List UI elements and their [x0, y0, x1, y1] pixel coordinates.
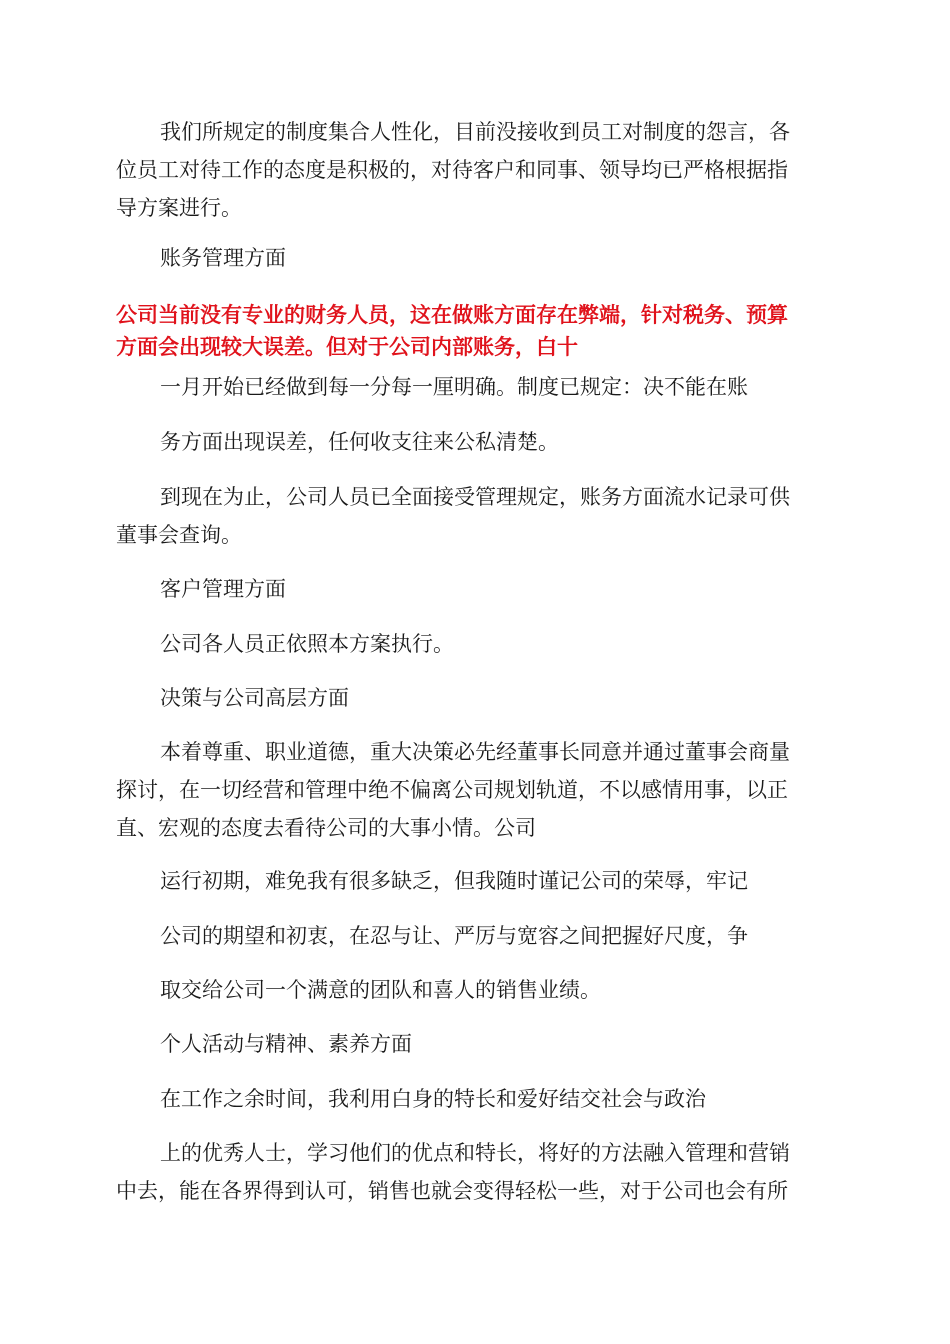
text-line: 我们所规定的制度集合人性化，目前没接收到员工对制度的怨言，各 [160, 120, 790, 144]
heading-customer [116, 570, 836, 608]
paragraph-early-stage [116, 862, 836, 900]
paragraph-no-errors [116, 423, 836, 461]
text-line: 探讨，在一切经营和管理中绝不偏离公司规划轨道，不以感情用事，以正 [116, 778, 788, 802]
paragraph-team-results [116, 971, 836, 1009]
text-line: 公司的期望和初衷，在忍与让、严厉与宽容之间把握好尺度，争 [160, 924, 748, 948]
paragraph-accounting-clarity [116, 368, 836, 406]
paragraph-expectations [116, 917, 836, 955]
highlighted-paragraph-finance [116, 299, 836, 363]
heading-accounting [116, 239, 836, 277]
section-heading: 决策与公司高层方面 [160, 686, 349, 710]
paragraph-learning [116, 1134, 836, 1210]
paragraph-accepted-rules [116, 478, 836, 554]
text-line: 公司各人员正依照本方案执行。 [160, 632, 454, 656]
text-line: 务方面出现误差，任何收支往来公私清楚。 [160, 430, 559, 454]
highlight-line: 方面会出现较大误差。但对于公司内部账务，白十 [116, 335, 578, 359]
text-line: 一月开始已经做到每一分每一厘明确。制度已规定：决不能在账 [160, 375, 748, 399]
section-heading: 账务管理方面 [160, 246, 286, 270]
text-line: 本着尊重、职业道德，重大决策必先经董事长同意并通过董事会商量 [160, 740, 790, 764]
text-line: 运行初期，难免我有很多缺乏，但我随时谨记公司的荣辱，牢记 [160, 869, 748, 893]
text-line: 导方案进行。 [116, 196, 242, 220]
paragraph-spare-time [116, 1080, 836, 1118]
heading-decision [116, 679, 836, 717]
paragraph-decision [116, 733, 836, 847]
heading-personal [116, 1025, 836, 1063]
paragraph-staff-attitude [116, 113, 836, 227]
text-line: 上的优秀人士，学习他们的优点和特长，将好的方法融入管理和营销 [160, 1141, 790, 1165]
paragraph-customer [116, 625, 836, 663]
text-line: 在工作之余时间，我利用白身的特长和爱好结交社会与政治 [160, 1087, 706, 1111]
text-line: 董事会查询。 [116, 523, 242, 547]
text-line: 到现在为止，公司人员已全面接受管理规定，账务方面流水记录可供 [160, 485, 790, 509]
section-heading: 客户管理方面 [160, 577, 286, 601]
highlight-line: 公司当前没有专业的财务人员，这在做账方面存在弊端，针对税务、预算 [116, 303, 788, 327]
text-line: 位员工对待工作的态度是积极的，对待客户和同事、领导均已严格根据指 [116, 158, 788, 182]
section-heading: 个人活动与精神、素养方面 [160, 1032, 412, 1056]
text-line: 取交给公司一个满意的团队和喜人的销售业绩。 [160, 978, 601, 1002]
text-line: 直、宏观的态度去看待公司的大事小情。公司 [116, 816, 536, 840]
text-line: 中去，能在各界得到认可，销售也就会变得轻松一些，对于公司也会有所 [116, 1179, 788, 1203]
